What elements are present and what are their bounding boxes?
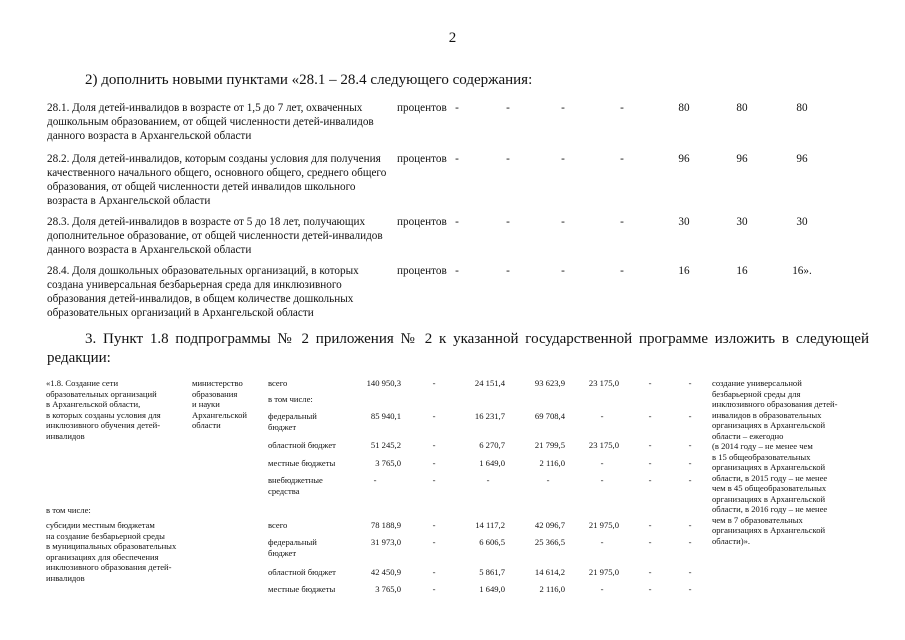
item-title: инклюзивного обучения детей- (46, 420, 161, 430)
funding-value: 25 366,5 (534, 537, 565, 547)
funding-value: 42 450,9 (370, 567, 401, 577)
indicator-value: 80 (796, 102, 808, 114)
funding-value: - (600, 458, 604, 468)
funding-value: - (688, 567, 692, 577)
funding-value: - (688, 411, 692, 421)
paragraph-3: 3. Пункт 1.8 подпрограммы № 2 приложения № 2 к указанной государственной программе изложить в следующей редакции: (47, 331, 869, 366)
funding-value: - (648, 520, 652, 530)
intro-paragraph: 2) дополнить новыми пунктами «28.1 – 28.4 следующего содержания: (85, 72, 533, 88)
expected-result: области, в 2015 году – не менее (712, 472, 828, 483)
funding-value: 23 175,0 (588, 440, 619, 450)
funding-value: - (688, 537, 692, 547)
funding-source: областной бюджет (268, 440, 336, 450)
funding-value: 51 245,2 (370, 440, 401, 450)
funding-value: - (688, 475, 692, 485)
page-number: 2 (448, 30, 457, 46)
indicator-value: 96 (736, 153, 748, 165)
indicator-description: 28.3. Доля детей-инвалидов в возрасте от 5 до 18 лет, получающих дополнительное образование, от общей численности детей-инвалидов данного возраста в Архангельской области (47, 216, 383, 256)
funding-value: 14 614,2 (534, 567, 565, 577)
indicator-value: - (561, 265, 565, 277)
funding-value: 21 799,5 (534, 440, 565, 450)
indicator-value: 16». (792, 265, 812, 277)
funding-value: - (688, 520, 692, 530)
expected-result: чем в 45 общеобразовательных (712, 483, 827, 493)
indicator-value: - (506, 265, 510, 277)
funding-value: - (688, 378, 692, 388)
funding-source: средства (268, 485, 300, 496)
indicator-value: 16 (736, 265, 748, 277)
funding-value: - (432, 520, 436, 530)
sub-item-title: на создание безбарьерной среды (46, 530, 165, 541)
indicator-value: - (506, 102, 510, 114)
indicator-value: 96 (678, 153, 690, 165)
expected-result: организациях в Архангельской (712, 493, 826, 504)
in-that-number-label: в том числе: (46, 505, 91, 515)
indicator-description: 28.2. Доля детей-инвалидов, которым созданы условия для получения качественного начального общего, основного общего, среднего общего образования, от общей численности детей инвалидов школьного возраста в Архангельской области (47, 153, 387, 207)
executor: и науки (192, 399, 220, 409)
funding-value: - (600, 411, 604, 421)
funding-source: бюджет (268, 421, 297, 432)
expected-result: организациях в Архангельской (712, 462, 826, 472)
indicator-unit: процентов (397, 265, 447, 277)
indicator-value: - (506, 153, 510, 165)
indicator-value: 16 (678, 265, 690, 277)
funding-value: 1 649,0 (479, 458, 505, 468)
funding-value: 3 765,0 (375, 584, 401, 594)
expected-result: инклюзивного образования детей- (712, 399, 838, 409)
funding-value: - (432, 475, 436, 485)
executor: образования (192, 388, 238, 399)
funding-value: - (432, 378, 436, 388)
funding-source: всего (268, 378, 288, 388)
funding-value: 14 117,2 (475, 520, 505, 530)
funding-value: 24 151,4 (474, 378, 505, 388)
funding-value: - (373, 475, 377, 485)
funding-value: 85 940,1 (370, 411, 401, 421)
funding-value: 2 116,0 (539, 458, 565, 468)
sub-item-title: в муниципальных образовательных (46, 541, 177, 551)
expected-result: чем в 7 образовательных (712, 514, 803, 525)
funding-value: - (432, 440, 436, 450)
funding-value: - (688, 584, 692, 594)
indicator-value: 80 (736, 102, 748, 114)
funding-value: 2 116,0 (539, 584, 565, 594)
indicator-value: - (455, 265, 459, 277)
indicator-unit: процентов (397, 216, 447, 228)
funding-value: - (648, 567, 652, 577)
funding-value: - (600, 537, 604, 547)
expected-result: инвалидов в образовательных (712, 409, 822, 420)
indicator-value: 80 (678, 102, 690, 114)
funding-value: - (648, 411, 652, 421)
funding-source: федеральный (268, 411, 317, 421)
indicator-value: - (455, 216, 459, 228)
funding-value: - (486, 475, 490, 485)
funding-value: - (432, 458, 436, 468)
funding-value: 42 096,7 (534, 520, 565, 530)
funding-value: - (600, 584, 604, 594)
funding-value: - (648, 537, 652, 547)
expected-result: области, в 2016 году – не менее (712, 504, 828, 514)
executor: министерство (192, 378, 243, 388)
item-title: «1.8. Создание сети (46, 378, 119, 388)
expected-result: области)». (712, 535, 751, 546)
indicator-value: 30 (678, 216, 690, 228)
funding-value: 93 623,9 (534, 378, 565, 388)
funding-source: областной бюджет (268, 567, 336, 577)
expected-result: в 15 общеобразовательных (712, 451, 811, 462)
indicator-description: 28.4. Доля дошкольных образовательных организаций, в которых создана универсальная безбарьерная среда для инклюзивного образования детей-инвалидов, в общем количестве дошкольных образовательных организаций в Архангельской области (47, 265, 359, 319)
funding-value: - (600, 475, 604, 485)
sub-item-title: субсидии местным бюджетам (46, 520, 155, 530)
funding-value: - (688, 440, 692, 450)
funding-value: 1 649,0 (479, 584, 505, 594)
funding-value: - (432, 567, 436, 577)
funding-value: - (648, 378, 652, 388)
funding-value: 140 950,3 (366, 378, 401, 388)
indicator-value: - (620, 102, 624, 114)
executor: области (192, 420, 221, 430)
funding-value: 31 973,0 (370, 537, 401, 547)
funding-value: 23 175,0 (588, 378, 619, 388)
indicator-value: 30 (796, 216, 808, 228)
funding-source: местные бюджеты (268, 584, 336, 594)
funding-value: 6 606,5 (479, 537, 505, 547)
executor: Архангельской (192, 409, 247, 420)
indicator-value: - (455, 153, 459, 165)
funding-value: - (432, 537, 436, 547)
expected-result: создание универсальной (712, 378, 802, 388)
funding-value: 5 861,7 (479, 567, 505, 577)
funding-value: - (648, 584, 652, 594)
indicator-description: 28.1. Доля детей-инвалидов в возрасте от 1,5 до 7 лет, охваченных дошкольным образованием, от общей численности детей-инвалидов данного возраста в Архангельской области (47, 102, 374, 142)
indicator-value: - (620, 216, 624, 228)
indicator-value: - (506, 216, 510, 228)
expected-result: области – ежегодно (712, 430, 784, 441)
funding-value: - (648, 440, 652, 450)
sub-item-title: инвалидов (46, 572, 85, 583)
funding-value: 78 188,9 (370, 520, 401, 530)
indicator-value: 96 (796, 153, 808, 165)
funding-source: в том числе: (268, 394, 313, 404)
indicator-value: - (561, 102, 565, 114)
funding-value: - (648, 458, 652, 468)
funding-value: 21 975,0 (588, 567, 619, 577)
funding-value: 6 270,7 (479, 440, 505, 450)
indicator-value: - (561, 153, 565, 165)
funding-source: внебюджетные (268, 475, 323, 485)
indicator-value: 30 (736, 216, 748, 228)
indicator-value: - (620, 265, 624, 277)
funding-value: - (688, 458, 692, 468)
item-title: инвалидов (46, 430, 85, 441)
indicator-value: - (561, 216, 565, 228)
funding-value: 69 708,4 (534, 411, 565, 421)
funding-value: - (546, 475, 550, 485)
sub-item-title: организациях для обеспечения (46, 551, 159, 562)
expected-result: организациях в Архангельской (712, 525, 826, 535)
funding-source: федеральный (268, 537, 317, 547)
expected-result: (в 2014 году – не менее чем (712, 441, 813, 451)
funding-source: всего (268, 520, 288, 530)
indicator-value: - (620, 153, 624, 165)
funding-value: - (432, 584, 436, 594)
item-title: в которых созданы условия для (46, 409, 161, 420)
expected-result: организациях в Архангельской (712, 420, 826, 430)
funding-value: - (648, 475, 652, 485)
funding-value: - (432, 411, 436, 421)
sub-item-title: инклюзивного образования детей- (46, 562, 172, 572)
item-title: в Архангельской области, (46, 399, 141, 409)
funding-source: местные бюджеты (268, 458, 336, 468)
indicator-unit: процентов (397, 153, 447, 165)
indicator-value: - (455, 102, 459, 114)
funding-value: 16 231,7 (474, 411, 505, 421)
funding-value: 21 975,0 (588, 520, 619, 530)
funding-source: бюджет (268, 547, 297, 558)
item-title: образовательных организаций (46, 388, 157, 399)
indicator-unit: процентов (397, 102, 447, 114)
funding-value: 3 765,0 (375, 458, 401, 468)
expected-result: безбарьерной среды для (712, 388, 801, 399)
